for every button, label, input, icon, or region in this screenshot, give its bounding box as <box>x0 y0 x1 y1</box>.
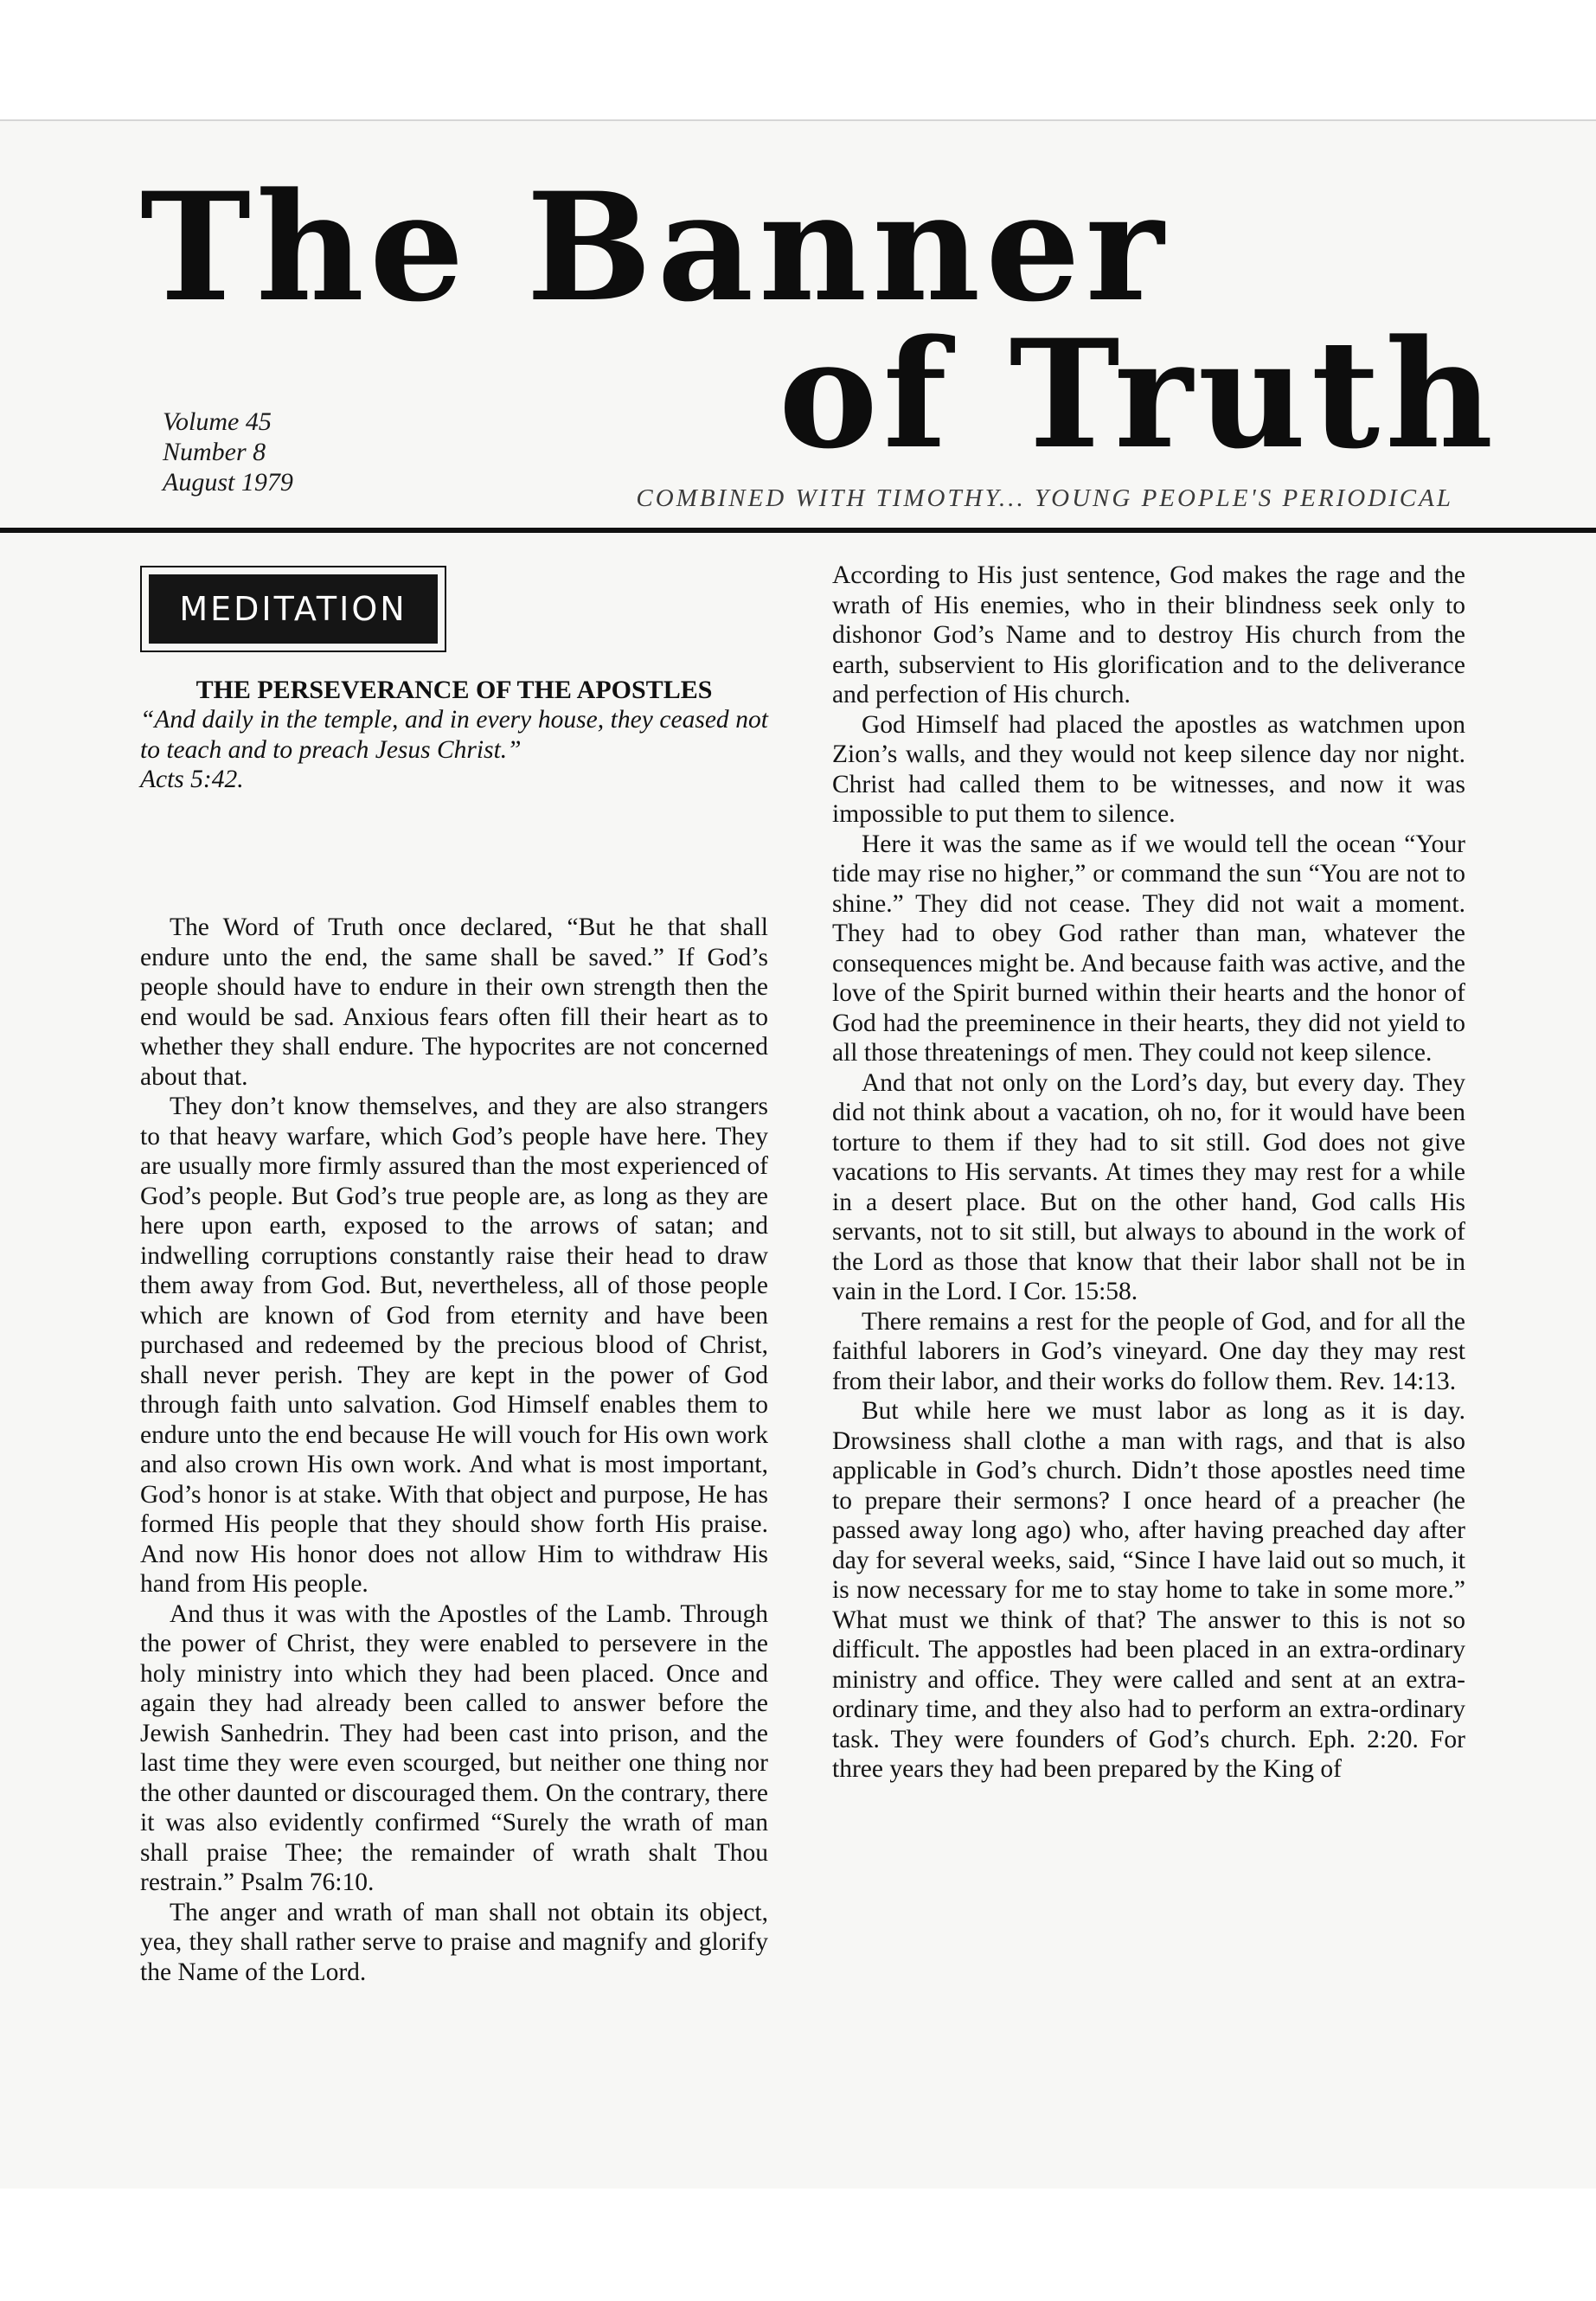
article-column-right <box>832 561 1465 1785</box>
paragraph: But while here we must labor as long as it is day. Drowsiness shall clothe a man with rags, and that is also applicable in God’s church. Didn’t those apostles need time to prepare their sermons? I once heard of a preacher (he passed away long ago) who, after having preached day after day for several weeks, said, “Since I have laid out so much, it is now necessary for me to stay home to take in some more.” What must we think of that? The answer to this is not so difficult. The appostles had been placed in an extra-ordinary ministry and office. They were called and sent at an extra-ordinary time, and they also had to perform an extra-ordinary task. They were founders of God’s church. Eph. 2:20. For three years they had been prepared by the King of <box>832 1397 1465 1783</box>
number-label: Number 8 <box>163 438 266 466</box>
section-label-box <box>140 566 446 652</box>
volume-label: Volume 45 <box>163 407 272 436</box>
section-label: MEDITATION <box>149 574 438 644</box>
masthead-title-line2: of Truth <box>779 306 1499 482</box>
epigraph-reference: Acts 5:42. <box>140 766 244 793</box>
article-title: THE PERSEVERANCE OF THE APOSTLES <box>195 676 713 704</box>
paragraph: There remains a rest for the people of God, and for all the faithful laborers in God’s vineyard. One day they may rest from their labor, and their works do follow them. Rev. 14:13. <box>832 1307 1465 1395</box>
article-column-left <box>140 913 768 1987</box>
magazine-page <box>0 119 1596 2189</box>
masthead-subtitle: COMBINED WITH TIMOTHY... YOUNG PEOPLE'S PERIODICAL <box>636 484 1453 512</box>
paragraph: And thus it was with the Apostles of the Lamb. Through the power of Christ, they were enabled to persevere in the holy ministry into which they had been placed. Once and again they had already been called to answer before the Jewish Sanhedrin. They had been cast into prison, and the last time they were even scourged, but neither one thing nor the other daunted or discouraged them. On the contrary, there it was also evidently confirmed “Surely the wrath of man shall praise Thee; the remainder of wrath shalt Thou restrain.” Psalm 76:10. <box>140 1599 768 1896</box>
epigraph-text: “And daily in the temple, and in every house, they ceased not to teach and to preach Jesus Christ.” <box>140 706 768 764</box>
paragraph: They don’t know themselves, and they are also strangers to that heavy warfare, which God’s people have here. They are usually more firmly assured than the most experienced of God’s people. But God’s true people are, as long as they are here upon earth, exposed to the arrows of satan; and indwelling corruptions constantly raise their head to draw them away from God. But, nevertheless, all of those people which are known of God from eternity and have been purchased and redeemed by the precious blood of Christ, shall never perish. They are kept in the power of God through faith unto salvation. God Himself enables them to endure unto the end because He will vouch for His own work and also crown His own work. And what is most important, God’s honor is at stake. With that object and purpose, He has formed His people that they should show forth His praise. And now His honor does not allow Him to withdraw His hand from His people. <box>140 1093 768 1598</box>
masthead-title-line1: The Banner <box>140 159 1170 335</box>
paragraph: The Word of Truth once declared, “But he that shall endure unto the end, the same shall be saved.” If God’s people should have to endure in their own strength then the end would be sad. Anxious fears often fill their heart as to whether they shall endure. The hypocrites are not concerned about that. <box>140 913 768 1091</box>
paragraph: And that not only on the Lord’s day, but every day. They did not think about a vacation, oh no, for it would have been torture to them if they had to sit still. God does not give vacations to His servants. At times they may rest for a while in a desert place. But on the other hand, God calls His servants, not to sit still, but always to abound in the work of the Lord as those that know that their labor shall not be in vain in the Lord. I Cor. 15:58. <box>832 1068 1465 1305</box>
date-label: August 1979 <box>163 468 293 497</box>
header-rule <box>0 528 1596 533</box>
paragraph: Here it was the same as if we would tell the ocean “Your tide may rise no higher,” or command the sun “You are not to shine.” They did not cease. They did not wait a moment. They had to obey God rather than man, whatever the consequences might be. And because faith was active, and the love of the Spirit burned within their hearts and the honor of God had the preeminence in their hearts, they did not yield to all those threatenings of men. They could not keep silence. <box>832 830 1465 1067</box>
epigraph <box>140 705 768 795</box>
paragraph: According to His just sentence, God makes the rage and the wrath of His enemies, who in their blindness seek only to dishonor God’s Name and to destroy His church from the earth, subservient to His glorification and to the deliverance and perfection of His church. <box>832 561 1465 708</box>
paragraph: The anger and wrath of man shall not obtain its object, yea, they shall rather serve to praise and magnify and glorify the Name of the Lord. <box>140 1898 768 1986</box>
issue-info <box>163 407 293 497</box>
paragraph: God Himself had placed the apostles as watchmen upon Zion’s walls, and they would not keep silence day nor night. Christ had called them to be witnesses, and now it was impossible to put them to silence. <box>832 710 1465 828</box>
